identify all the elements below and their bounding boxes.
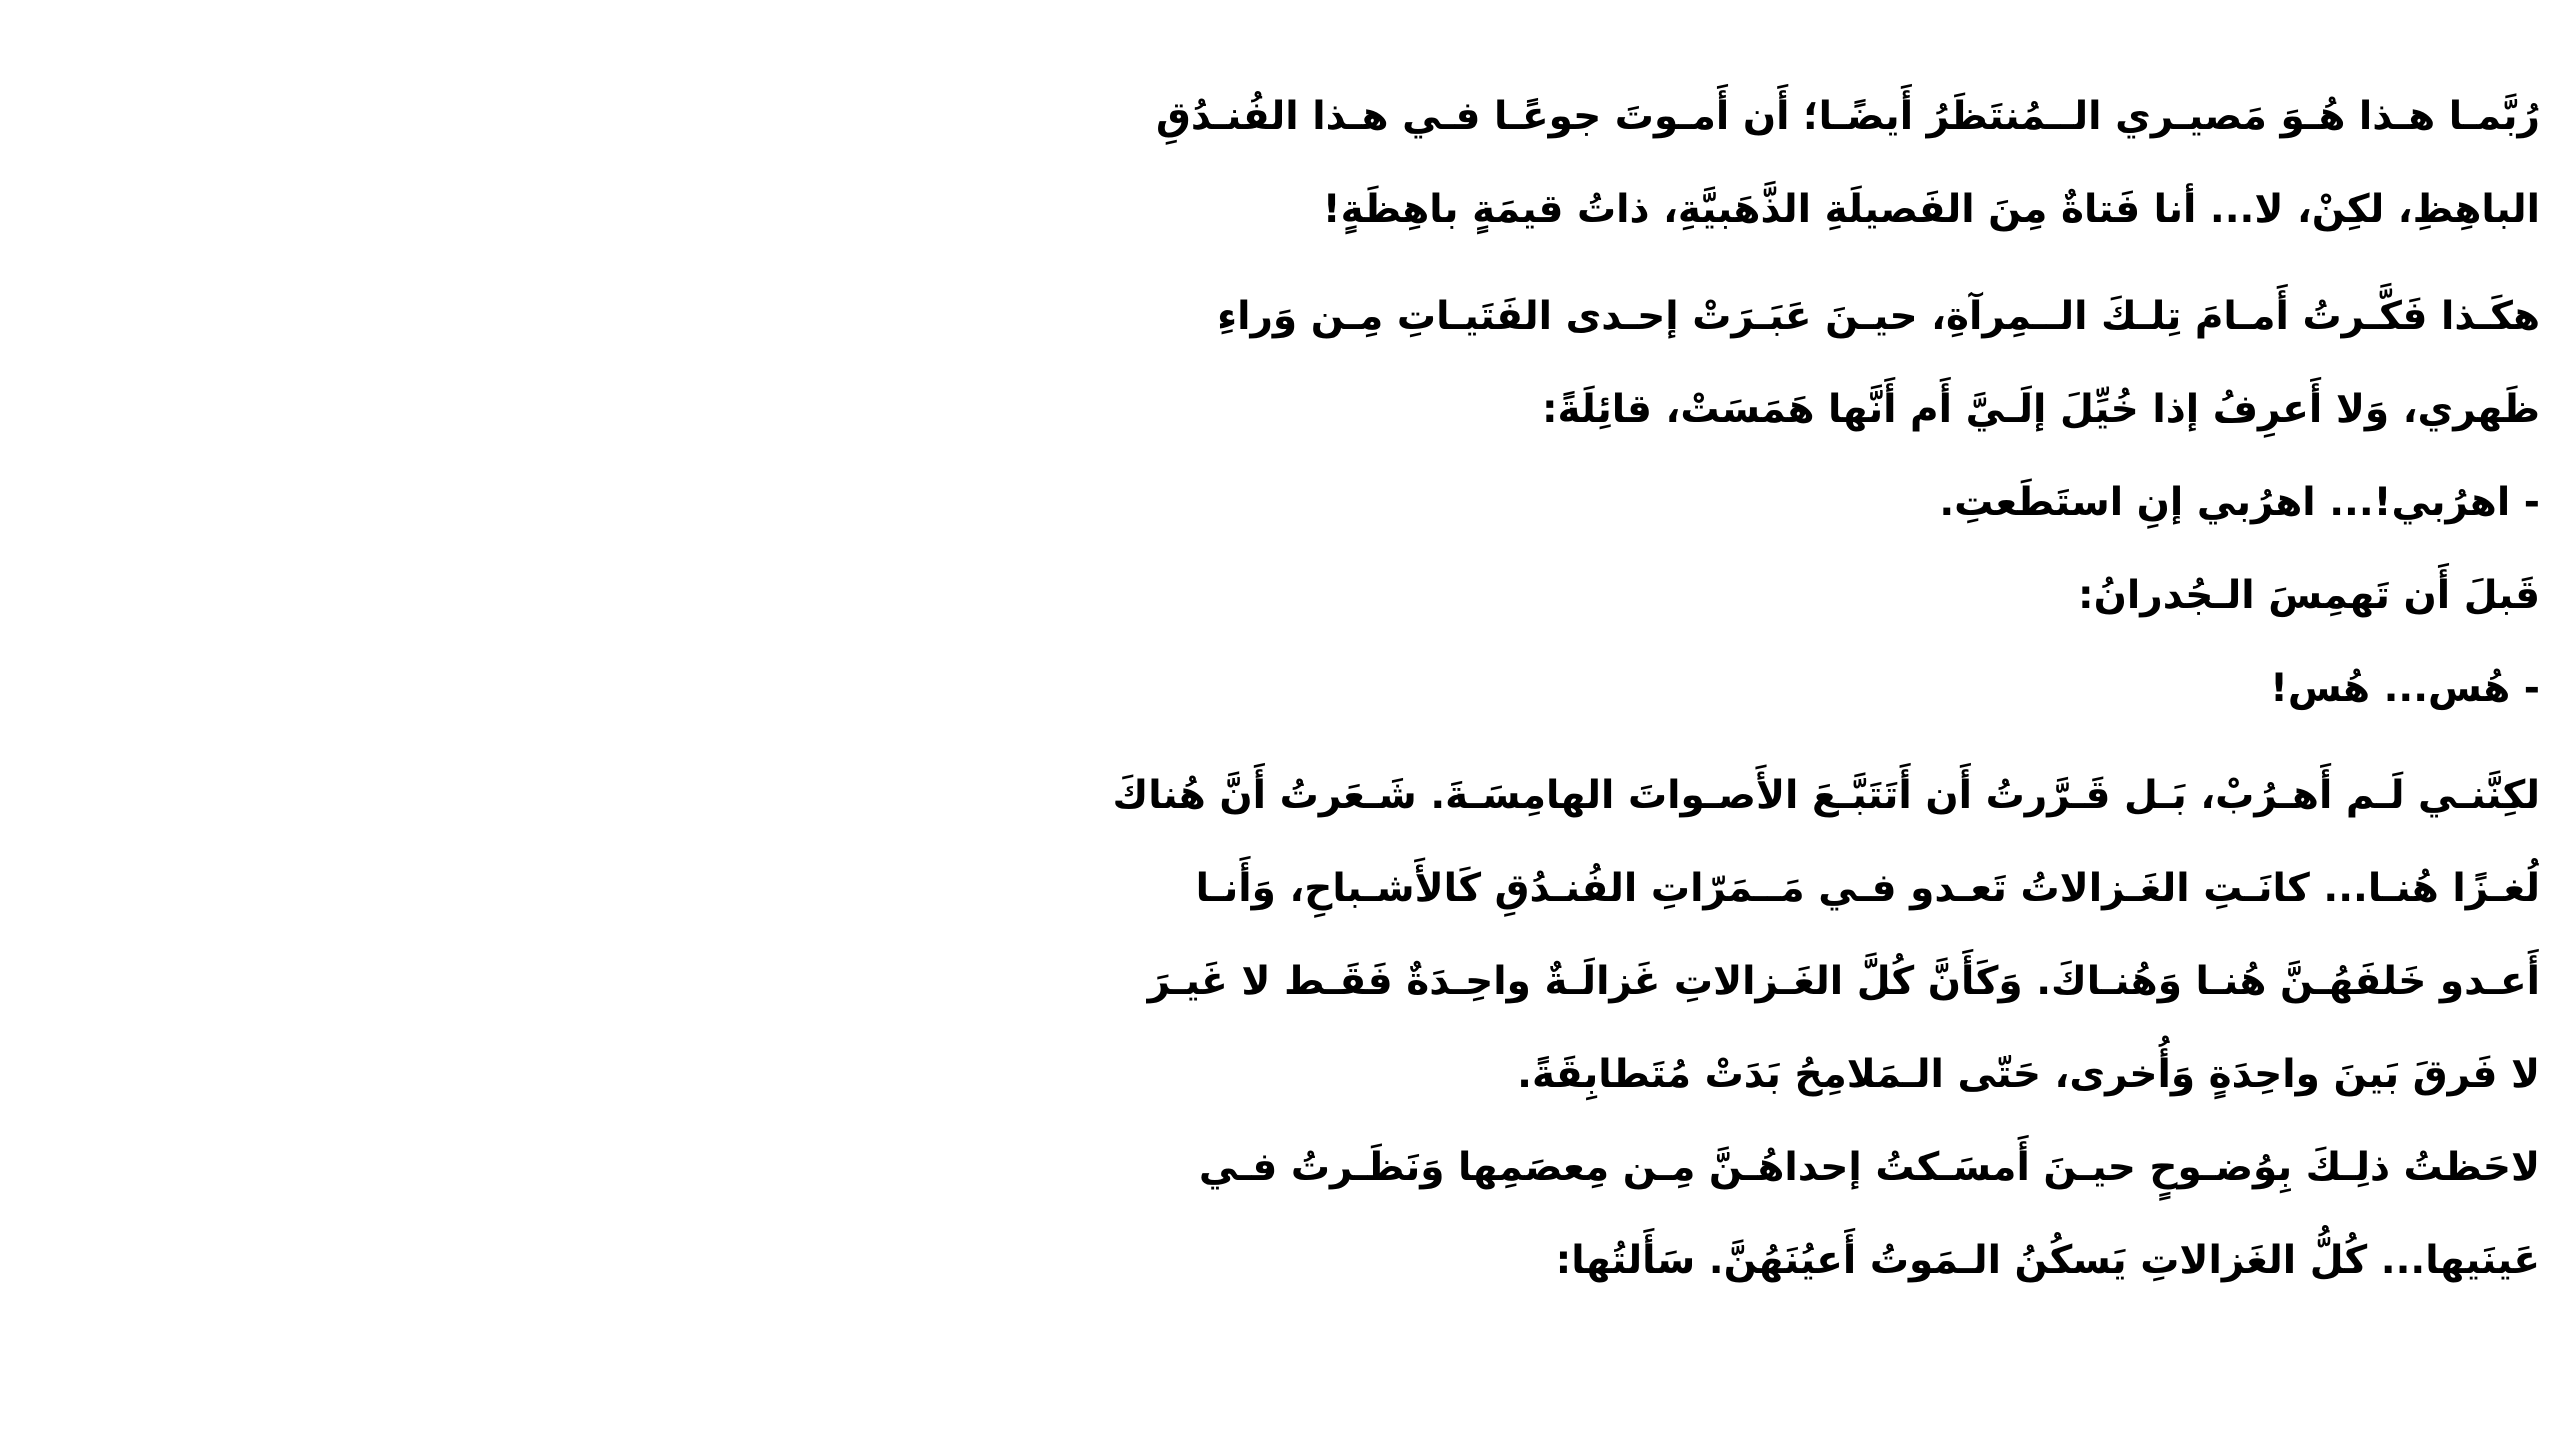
paragraph-3	[1112, 749, 2540, 1307]
text-line: لكِنَّنـي لَـم أَهـرُبْ، بَـل قَـرَّرتُ أَن أَتَتَبَّـعَ الأَصـواتَ الهامِسَـةَ. شَـعَرتُ أَنَّ هُناكَ	[1112, 773, 2540, 818]
text-line: أَعـدو خَلفَهُـنَّ هُنـا وَهُنـاكَ. وَكَأَنَّ كُلَّ الغَـزالاتِ غَزالَـةٌ واحِـدَةٌ فَقَـط لا غَيـرَ	[1147, 959, 2540, 1004]
text-line: الباهِظِ، لكِنْ، لا... أنا فَتاةٌ مِنَ الفَصيلَةِ الذَّهَبيَّةِ، ذاتُ قيمَةٍ باهِظَةٍ!	[1322, 187, 2540, 232]
paragraph-1	[1155, 70, 2540, 256]
text-line: لُغـزًا هُنـا... كانَـتِ الغَـزالاتُ تَعـدو فـي مَــمَرّاتِ الفُنـدُقِ كَالأَشـباحِ، وَأَنـا	[1195, 866, 2540, 911]
text-line: لاحَظتُ ذلِـكَ بِوُضـوحٍ حيـنَ أَمسَـكتُ إحداهُـنَّ مِـن مِعصَمِها وَنَظَـرتُ فـي	[1198, 1145, 2540, 1190]
text-column	[1112, 70, 2540, 1307]
dialogue-line: - هُس... هُس!	[2270, 666, 2540, 711]
dialogue-line: - اهرُبي!... اهرُبي إنِ استَطَعتِ.	[1939, 480, 2540, 525]
text-line: عَينَيها... كُلُّ الغَزالاتِ يَسكُنُ الـمَوتُ أَعيُنَهُنَّ. سَأَلتُها:	[1555, 1238, 2540, 1283]
text-line: هكَـذا فَكَّـرتُ أَمـامَ تِلـكَ الــمِرآةِ، حيـنَ عَبَـرَتْ إحـدى الفَتَيـاتِ مِـن وَراءِ	[1217, 294, 2540, 339]
text-line: قَبلَ أَن تَهمِسَ الـجُدرانُ:	[2077, 573, 2540, 618]
paragraph-2	[1217, 270, 2540, 735]
text-line: ظَهري، وَلا أَعرِفُ إذا خُيِّلَ إلَـيَّ أَم أَنَّها هَمَسَتْ، قائِلَةً:	[1541, 387, 2540, 432]
text-line: رُبَّمـا هـذا هُـوَ مَصيـري الــمُنتَظَرُ أَيضًـا؛ أَن أَمـوتَ جوعًـا فـي هـذا الفُنـدُقِ	[1155, 94, 2540, 139]
text-line: لا فَرقَ بَينَ واحِدَةٍ وَأُخرى، حَتّى الـمَلامِحُ بَدَتْ مُتَطابِقَةً.	[1517, 1052, 2540, 1097]
